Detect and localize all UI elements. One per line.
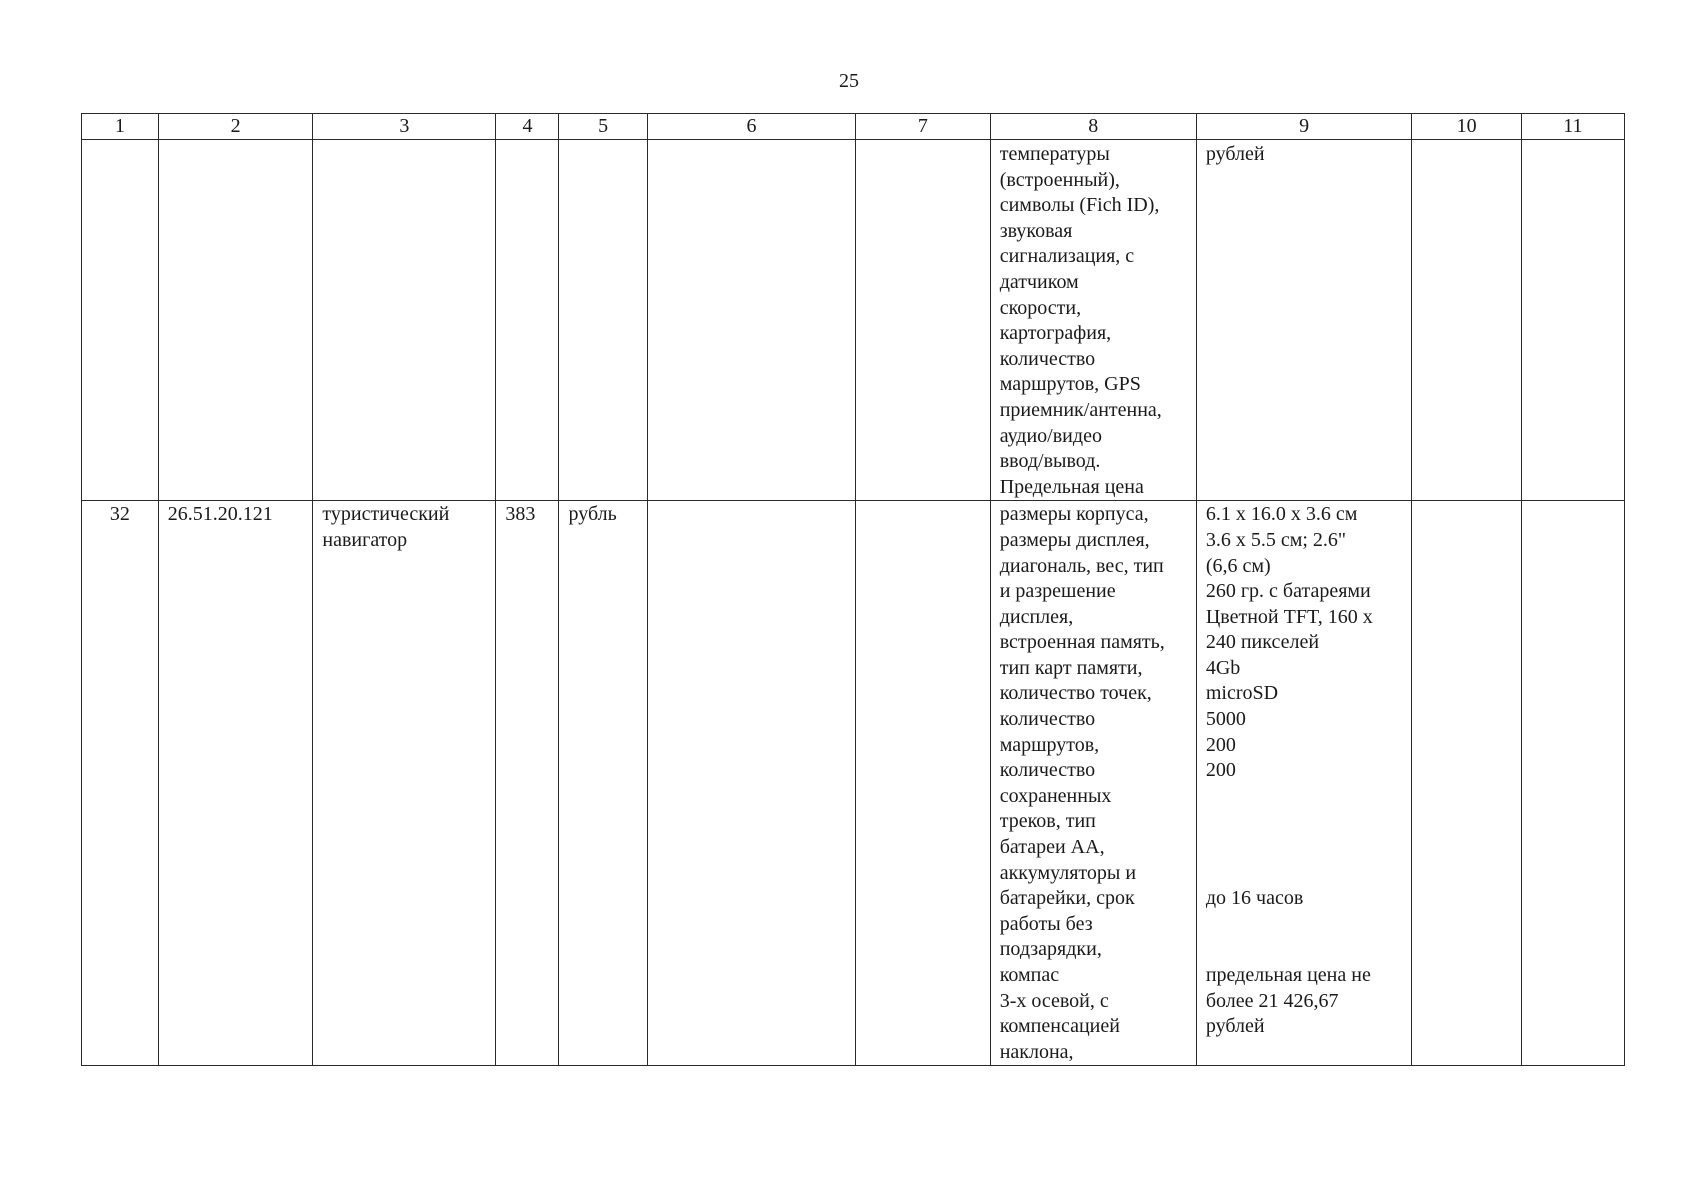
page-number: 25 (839, 70, 859, 92)
column-header-6: 6 (647, 114, 855, 140)
text-line: 200 (1205, 733, 1236, 756)
text-line: навигатор (322, 528, 408, 551)
header-row (82, 114, 1625, 140)
text-line: скорости, (999, 296, 1082, 319)
text-line: звуковая (999, 219, 1073, 242)
text-line: температуры (999, 143, 1110, 165)
procurement-table (81, 113, 1625, 1066)
text-line: до 16 часов (1205, 887, 1304, 910)
cell-col10 (1412, 140, 1521, 501)
cell-col10 (1412, 501, 1521, 1066)
cell-code: 26.51.20.121 (158, 501, 313, 1066)
text-line: туристический (322, 503, 450, 526)
table-row-continuation (82, 140, 1625, 501)
text-line: 260 гр. с батареями (1205, 580, 1371, 603)
text-line: рублей (1205, 1015, 1265, 1038)
cell-col7 (856, 501, 991, 1066)
cell-unit-code: 383 (496, 501, 559, 1066)
text-line: размеры корпуса, (999, 503, 1149, 526)
column-header-11: 11 (1521, 114, 1624, 140)
text-line: дисплея, (999, 605, 1074, 628)
text-line: 5000 (1205, 708, 1246, 731)
text-line: компенсацией (999, 1015, 1120, 1038)
text-line: предельная цена не (1205, 964, 1371, 986)
text-line: рублей (1205, 143, 1265, 165)
cell-values (1196, 501, 1412, 1066)
cell-num: 32 (82, 501, 159, 1066)
characteristics-lines (1000, 502, 1187, 1065)
text-line: количество точек, (999, 682, 1152, 705)
text-line: 3.6 x 5.5 см; 2.6" (1205, 528, 1347, 551)
text-line: более 21 426,67 (1205, 989, 1339, 1012)
text-line: тип карт памяти, (999, 656, 1143, 679)
text-line: компас (999, 964, 1060, 986)
values-lines (1206, 502, 1403, 1039)
text-line: встроенная память, (999, 631, 1165, 654)
column-header-8: 8 (990, 114, 1196, 140)
text-line: microSD (1205, 682, 1279, 705)
text-line: 6.1 x 16.0 x 3.6 см (1205, 503, 1358, 526)
text-line: 3-х осевой, с (999, 989, 1109, 1012)
values-lines (1206, 142, 1403, 168)
cell-col7 (856, 140, 991, 501)
cell-code (158, 140, 313, 501)
text-line: приемник/антенна, (999, 398, 1162, 421)
text-line: аккумуляторы и (999, 861, 1137, 884)
text-line: подзарядки, (999, 938, 1102, 961)
text-line: сохраненных (999, 784, 1112, 807)
text-line (1206, 784, 1403, 810)
cell-unit-name (559, 140, 647, 501)
text-line: размеры дисплея, (999, 528, 1150, 551)
cell-num (82, 140, 159, 501)
column-header-7: 7 (856, 114, 991, 140)
text-line: маршрутов, GPS (999, 373, 1141, 396)
text-line: батарейки, срок (999, 887, 1135, 910)
text-line: работы без (999, 912, 1093, 935)
cell-col11 (1521, 501, 1624, 1066)
column-header-2: 2 (158, 114, 313, 140)
text-line: ввод/вывод. (999, 450, 1101, 473)
text-line (1206, 912, 1403, 938)
cell-col6 (647, 140, 855, 501)
text-line: диагональ, вес, тип (999, 554, 1164, 577)
text-line: количество (999, 759, 1096, 782)
cell-name (313, 501, 496, 1066)
text-line: батареи АА, (999, 836, 1105, 859)
text-line (1206, 835, 1403, 861)
text-line: Предельная цена (999, 475, 1144, 498)
column-header-9: 9 (1196, 114, 1412, 140)
cell-col11 (1521, 140, 1624, 501)
cell-values (1196, 140, 1412, 501)
column-header-1: 1 (82, 114, 159, 140)
text-line (1206, 861, 1403, 887)
text-line: (6,6 см) (1205, 554, 1271, 577)
name-lines (322, 502, 486, 553)
text-line: и разрешение (999, 580, 1116, 603)
cell-characteristics (990, 140, 1196, 501)
cell-col6 (647, 501, 855, 1066)
text-line: датчиком (999, 270, 1079, 293)
text-line: символы (Fich ID), (999, 194, 1160, 217)
text-line: наклона, (999, 1040, 1074, 1063)
text-line: маршрутов, (999, 733, 1100, 756)
cell-characteristics (990, 501, 1196, 1066)
cell-name (313, 140, 496, 501)
column-header-10: 10 (1412, 114, 1521, 140)
column-header-5: 5 (559, 114, 647, 140)
characteristics-lines (1000, 142, 1187, 500)
text-line: 4Gb (1205, 656, 1241, 679)
column-header-3: 3 (313, 114, 496, 140)
text-line: картография, (999, 322, 1112, 345)
text-line: 240 пикселей (1205, 631, 1320, 654)
text-line: аудио/видео (999, 424, 1102, 447)
text-line: 200 (1205, 759, 1236, 782)
text-line: (встроенный), (999, 168, 1120, 191)
text-line: количество (999, 708, 1096, 731)
text-line: количество (999, 347, 1096, 370)
text-line: треков, тип (999, 810, 1096, 833)
cell-unit-name: рубль (559, 501, 647, 1066)
text-line (1206, 937, 1403, 963)
column-header-4: 4 (496, 114, 559, 140)
text-line: сигнализация, с (999, 245, 1135, 268)
table-row-32 (82, 501, 1625, 1066)
cell-unit-code (496, 140, 559, 501)
text-line (1206, 809, 1403, 835)
text-line: Цветной TFT, 160 x (1205, 605, 1373, 628)
